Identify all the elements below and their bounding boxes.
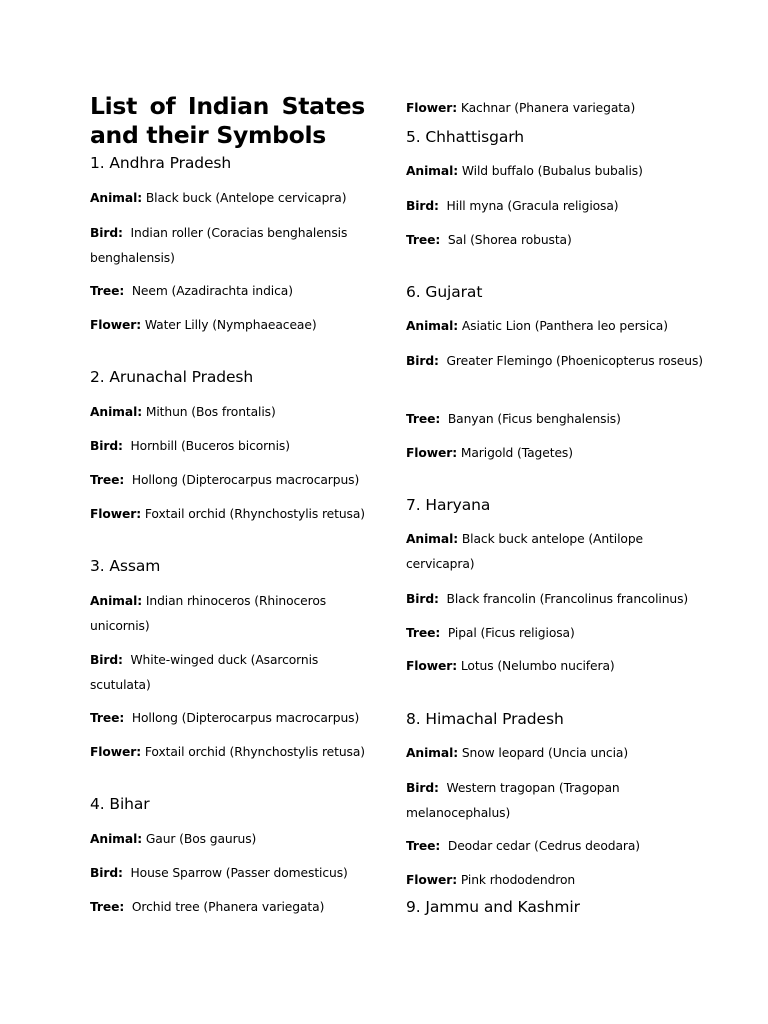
entry-label: Tree:: [406, 233, 441, 247]
assam-tree-entry: [90, 706, 365, 731]
entry-value: Marigold (Tagetes): [460, 446, 573, 460]
arunachal-pradesh-animal-entry: [90, 400, 365, 425]
entry-label: Flower:: [406, 873, 458, 887]
entry-value: Black buck antelope (Antilope cervicapra): [406, 532, 644, 571]
entry-value: Indian roller (Coracias benghalensis benghalensis): [90, 226, 348, 265]
state-heading-chhattisgarh: 5. Chhattisgarh: [406, 128, 524, 146]
gujarat-bird-entry: [406, 349, 706, 374]
entry-value: Indian rhinoceros (Rhinoceros unicornis): [90, 594, 327, 633]
entry-value: Wild buffalo (Bubalus bubalis): [461, 164, 643, 178]
state-heading-arunachal-pradesh: 2. Arunachal Pradesh: [90, 368, 254, 386]
entry-label: Tree:: [90, 284, 125, 298]
chhattisgarh-tree-entry: [406, 228, 706, 253]
entry-value: Western tragopan (Tragopan melanocephalus): [406, 781, 620, 820]
arunachal-pradesh-bird-entry: [90, 434, 365, 459]
entry-label: Bird:: [406, 354, 439, 368]
entry-label: Tree:: [406, 412, 441, 426]
andhra-pradesh-flower-entry: [90, 313, 365, 338]
haryana-bird-entry: [406, 587, 706, 612]
entry-label: Animal:: [90, 594, 143, 608]
entry-value: Gaur (Bos gaurus): [145, 832, 257, 846]
entry-label: Flower:: [406, 101, 458, 115]
bihar-tree-entry: [90, 895, 365, 920]
gujarat-animal-entry: [406, 314, 706, 339]
entry-value: House Sparrow (Passer domesticus): [130, 866, 348, 880]
state-heading-bihar: 4. Bihar: [90, 795, 150, 813]
entry-label: Flower:: [90, 507, 142, 521]
state-heading-jammu-and-kashmir: 9. Jammu and Kashmir: [406, 898, 580, 916]
entry-value: Neem (Azadirachta indica): [131, 284, 293, 298]
entry-label: Animal:: [406, 164, 459, 178]
entry-label: Bird:: [406, 592, 439, 606]
assam-animal-entry: [90, 589, 365, 638]
entry-value: Snow leopard (Uncia uncia): [461, 746, 629, 760]
bihar-bird-entry: [90, 861, 365, 886]
himachal-pradesh-animal-entry: [406, 741, 706, 766]
entry-value: Hill myna (Gracula religiosa): [446, 199, 619, 213]
entry-label: Animal:: [90, 405, 143, 419]
entry-label: Bird:: [90, 866, 123, 880]
andhra-pradesh-tree-entry: [90, 279, 365, 304]
entry-value: Greater Flemingo (Phoenicopterus roseus): [446, 354, 703, 368]
entry-value: Deodar cedar (Cedrus deodara): [447, 839, 640, 853]
entry-label: Animal:: [406, 319, 459, 333]
entry-label: Bird:: [406, 781, 439, 795]
entry-label: Animal:: [406, 532, 459, 546]
entry-value: Lotus (Nelumbo nucifera): [460, 659, 615, 673]
state-heading-haryana: 7. Haryana: [406, 496, 491, 514]
entry-value: Mithun (Bos frontalis): [145, 405, 276, 419]
document-title: List of Indian States and their Symbols: [90, 92, 365, 149]
entry-value: Black buck (Antelope cervicapra): [145, 191, 347, 205]
entry-value: Black francolin (Francolinus francolinus): [446, 592, 689, 606]
assam-flower-entry: [90, 740, 365, 765]
entry-value: White-winged duck (Asarcornis scutulata): [90, 653, 319, 692]
entry-value: Hornbill (Buceros bicornis): [130, 439, 290, 453]
assam-bird-entry: [90, 648, 365, 697]
entry-label: Animal:: [406, 746, 459, 760]
entry-label: Bird:: [406, 199, 439, 213]
entry-value: Sal (Shorea robusta): [447, 233, 572, 247]
entry-value: Water Lilly (Nymphaeaceae): [144, 318, 317, 332]
gujarat-flower-entry: [406, 441, 706, 466]
state-heading-andhra-pradesh: 1. Andhra Pradesh: [90, 154, 232, 172]
entry-value: Asiatic Lion (Panthera leo persica): [461, 319, 668, 333]
chhattisgarh-animal-entry: [406, 159, 706, 184]
haryana-tree-entry: [406, 621, 706, 646]
entry-label: Flower:: [406, 446, 458, 460]
bihar-animal-entry: [90, 827, 365, 852]
entry-label: Flower:: [406, 659, 458, 673]
state-heading-assam: 3. Assam: [90, 557, 161, 575]
state-heading-himachal-pradesh: 8. Himachal Pradesh: [406, 710, 564, 728]
entry-label: Tree:: [406, 626, 441, 640]
state-heading-gujarat: 6. Gujarat: [406, 283, 483, 301]
haryana-flower-entry: [406, 654, 706, 679]
flower-entry: [406, 96, 706, 121]
entry-value: Foxtail orchid (Rhynchostylis retusa): [144, 507, 365, 521]
entry-label: Bird:: [90, 439, 123, 453]
entry-label: Tree:: [90, 900, 125, 914]
entry-label: Animal:: [90, 832, 143, 846]
entry-value: Hollong (Dipterocarpus macrocarpus): [131, 473, 360, 487]
arunachal-pradesh-tree-entry: [90, 468, 365, 493]
entry-label: Tree:: [406, 839, 441, 853]
arunachal-pradesh-flower-entry: [90, 502, 365, 527]
entry-label: Flower:: [90, 745, 142, 759]
entry-label: Bird:: [90, 653, 123, 667]
himachal-pradesh-tree-entry: [406, 834, 706, 859]
entry-value: Pink rhododendron: [460, 873, 576, 887]
chhattisgarh-bird-entry: [406, 194, 706, 219]
entry-value: Orchid tree (Phanera variegata): [131, 900, 325, 914]
entry-label: Flower:: [90, 318, 142, 332]
entry-label: Tree:: [90, 711, 125, 725]
entry-label: Animal:: [90, 191, 143, 205]
entry-value: Hollong (Dipterocarpus macrocarpus): [131, 711, 360, 725]
entry-label: Bird:: [90, 226, 123, 240]
haryana-animal-entry: [406, 527, 706, 576]
entry-label: Tree:: [90, 473, 125, 487]
gujarat-tree-entry: [406, 407, 706, 432]
himachal-pradesh-bird-entry: [406, 776, 706, 825]
andhra-pradesh-bird-entry: [90, 221, 365, 270]
andhra-pradesh-animal-entry: [90, 186, 365, 211]
himachal-pradesh-flower-entry: [406, 868, 706, 893]
entry-value: Kachnar (Phanera variegata): [460, 101, 636, 115]
entry-value: Pipal (Ficus religiosa): [447, 626, 575, 640]
entry-value: Banyan (Ficus benghalensis): [447, 412, 621, 426]
entry-value: Foxtail orchid (Rhynchostylis retusa): [144, 745, 365, 759]
